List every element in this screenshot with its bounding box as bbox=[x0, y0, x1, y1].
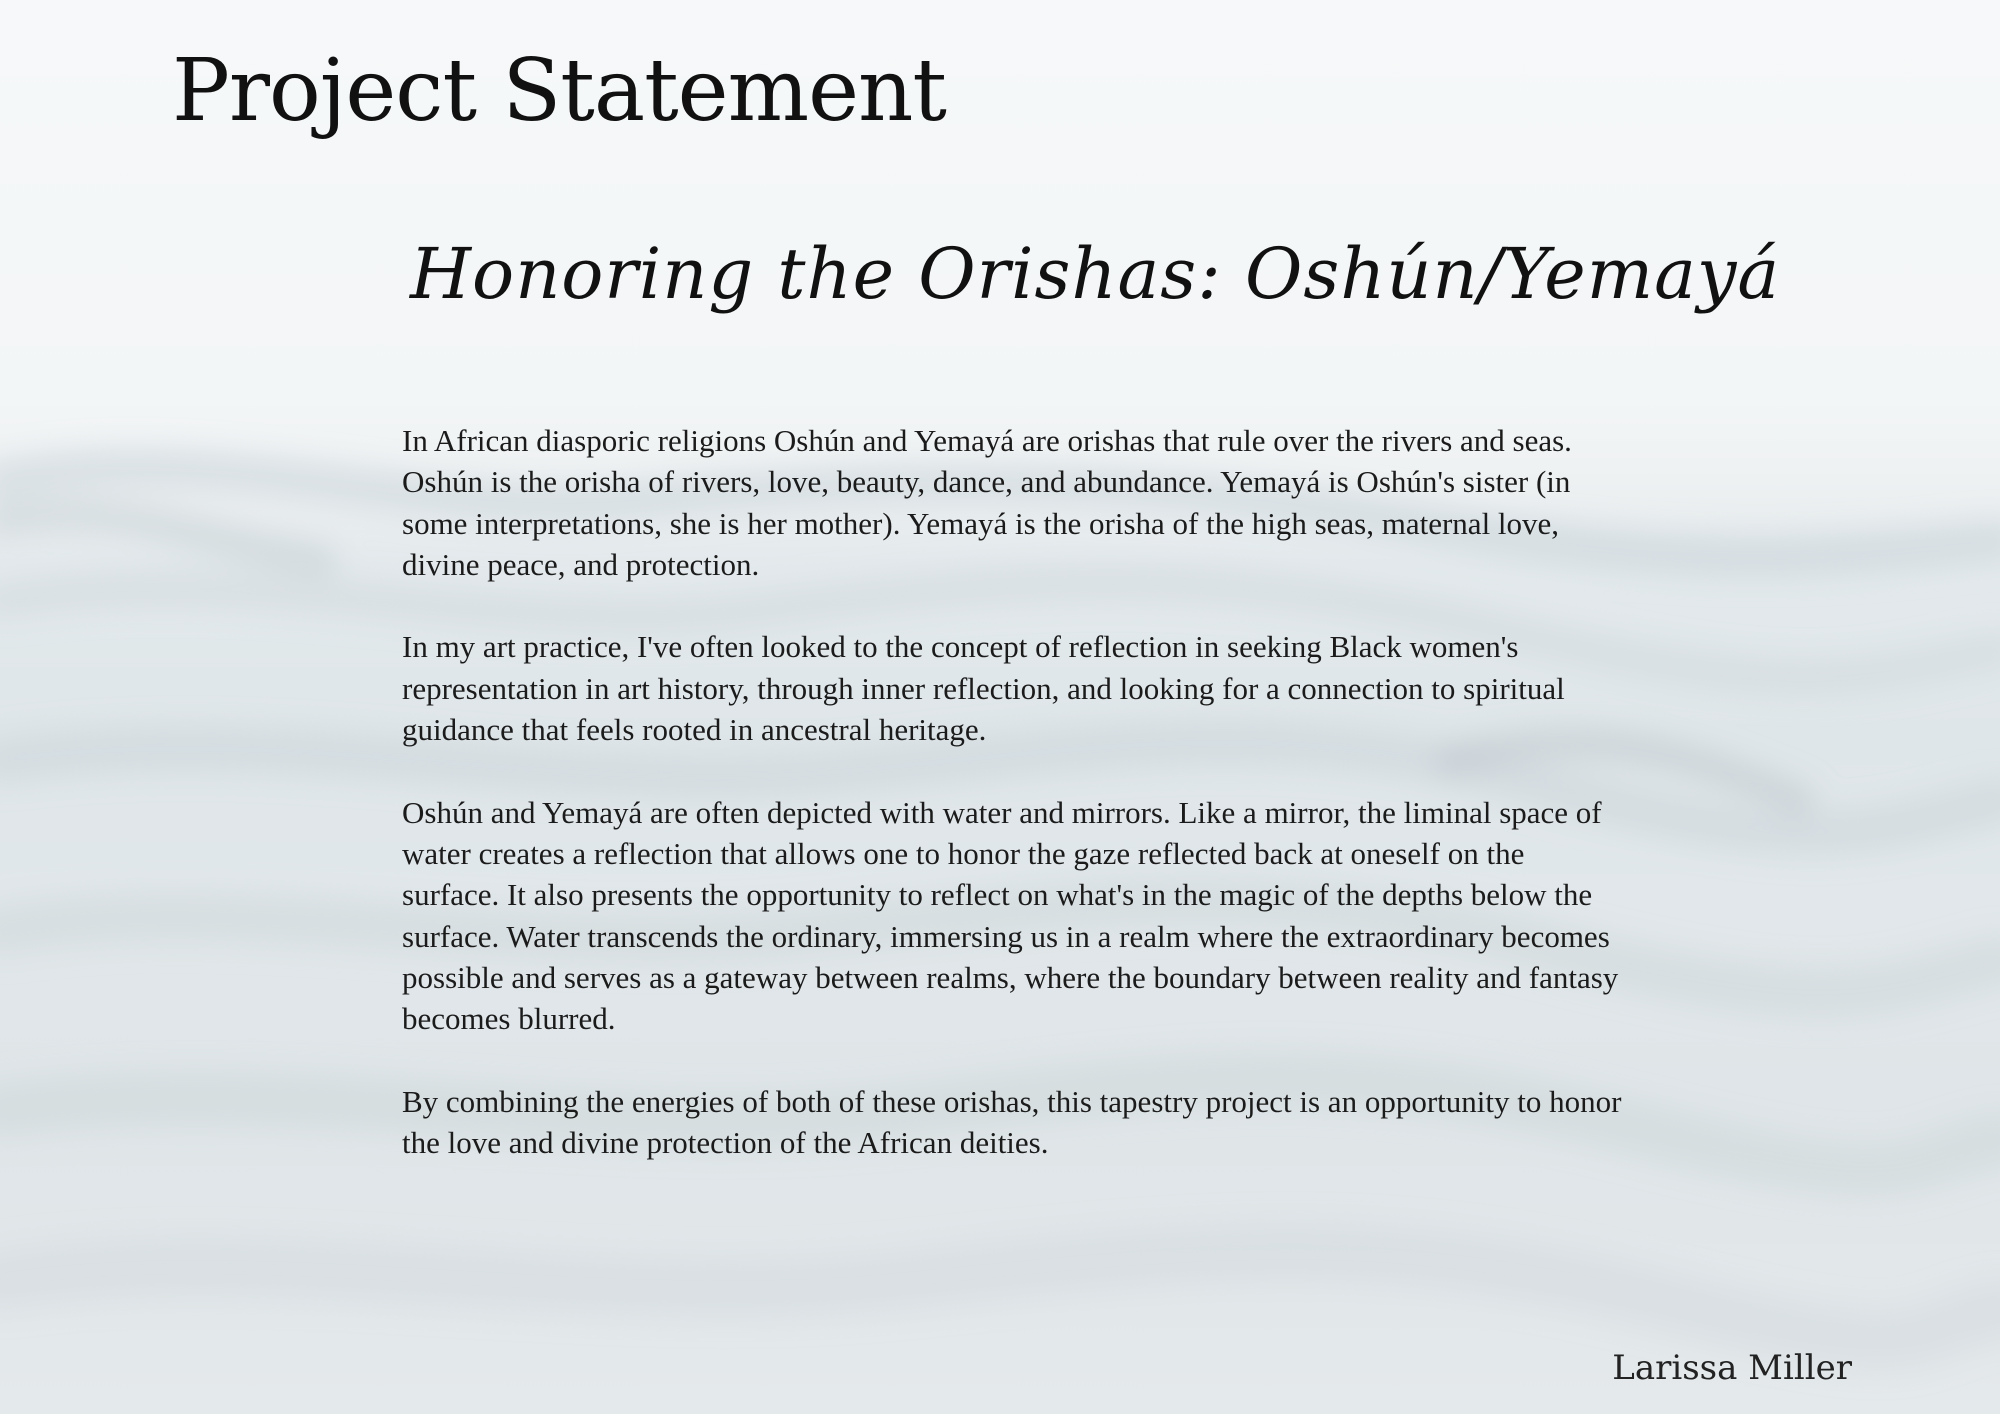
statement-body bbox=[402, 420, 1622, 1205]
paragraph-closing: By combining the energies of both of these orishas, this tapestry project is an opportunity to honor the love and divine protection of the African deities. bbox=[402, 1083, 1622, 1161]
script-heading: Honoring the Orishas: Oshún/Yemayá bbox=[410, 233, 1781, 315]
paragraph-practice: In my art practice, I've often looked to the concept of reflection in seeking Black women's representation in art history, through inner reflection, and looking for a connection to spiritual guidance that feels rooted in ancestral heritage. bbox=[402, 629, 1565, 748]
author-name: Larissa Miller bbox=[1612, 1348, 1852, 1388]
paragraph-water: Oshún and Yemayá are often depicted with water and mirrors. Like a mirror, the liminal space of water creates a reflection that allows one to honor the gaze reflected back at oneself on the surface. It also presents the opportunity to reflect on what's in the magic of the depths below the surface. Water transcends the ordinary, immersing us in a realm where the extraordinary becomes possible and serves as a gateway between realms, where the boundary between reality and fantasy becomes blurred. bbox=[402, 794, 1619, 1037]
page-title: Project Statement bbox=[172, 41, 946, 141]
paragraph-intro: In African diasporic religions Oshún and Yemayá are orishas that rule over the rivers and seas. Oshún is the orisha of rivers, love, beauty, dance, and abundance. Yemayá is Oshún's sister (in some interpretations, she is her mother). Yemayá is the orisha of the high seas, maternal love, divine peace, and protection. bbox=[402, 423, 1572, 582]
